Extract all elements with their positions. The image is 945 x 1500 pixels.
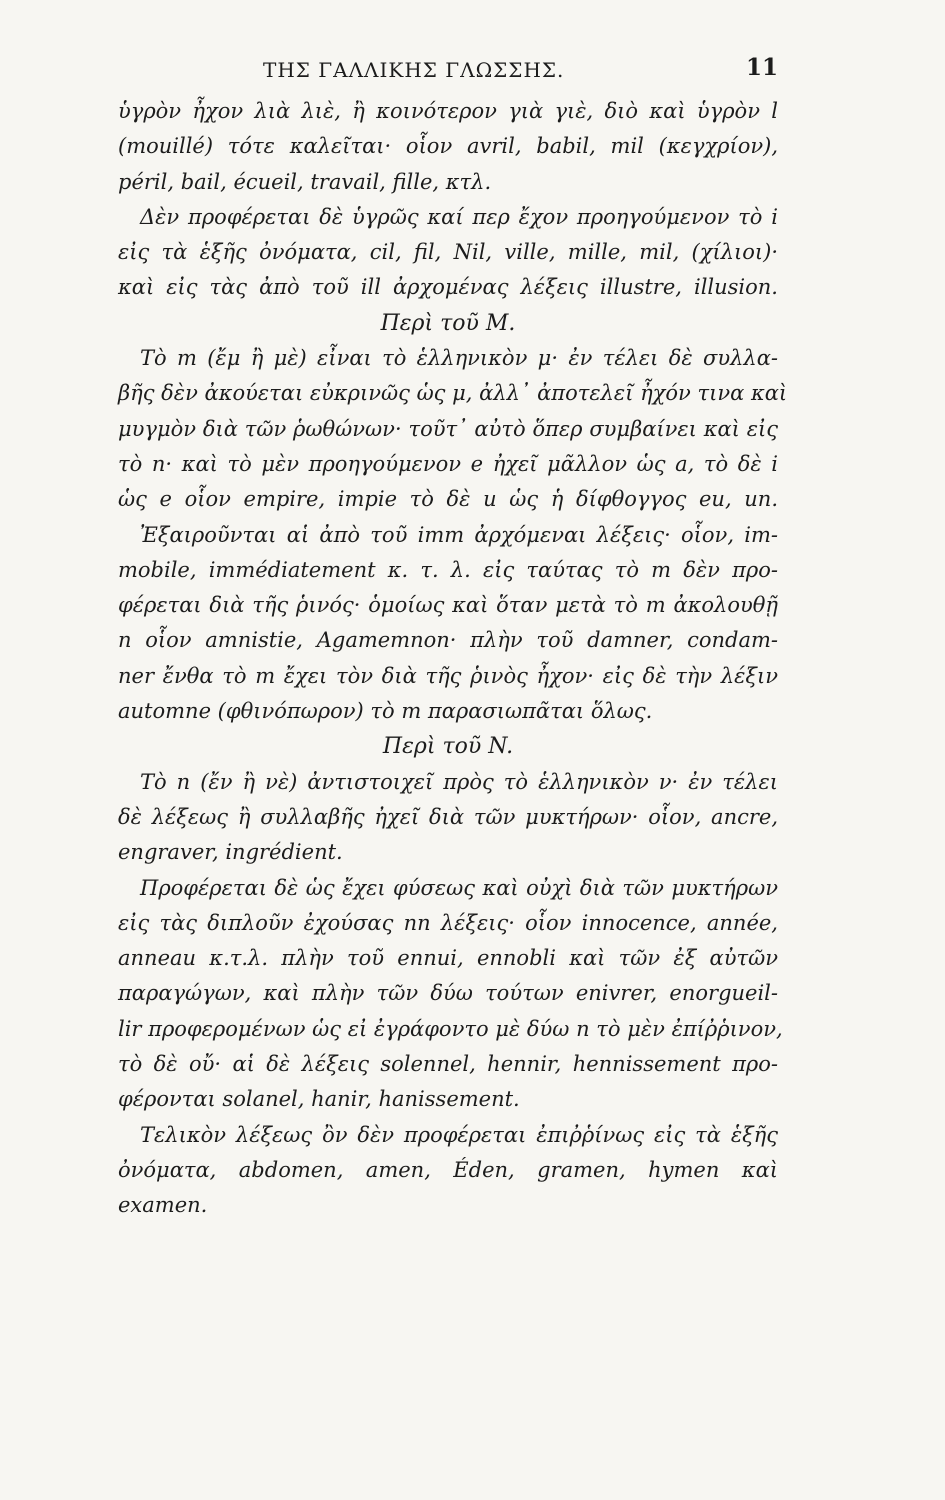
text-line: mobile, immédiatement κ. τ. λ. εἰς ταύτας τὸ m δὲν προ- bbox=[118, 557, 778, 582]
text-line: (mouillé) τότε καλεῖται· οἷον avril, babil, mil (κεγχρίον), bbox=[118, 134, 778, 159]
page-header bbox=[118, 54, 778, 92]
text-line: φέρονται solanel, hanir, hanissement. bbox=[118, 1087, 520, 1112]
text-line: δὲ λέξεως ἢ συλλαβῆς ἠχεῖ διὰ τῶν μυκτήρων· οἷον, ancre, bbox=[118, 804, 778, 829]
text-line: καὶ εἰς τὰς ἀπὸ τοῦ ill ἀρχομένας λέξεις illustre, illusion. bbox=[118, 275, 778, 300]
text-line: τὸ δὲ οὔ· αἱ δὲ λέξεις solennel, hennir, hennissement προ- bbox=[118, 1052, 778, 1077]
text-line: τὸ n· καὶ τὸ μὲν προηγούμενον e ἠχεῖ μᾶλλον ὡς a, τὸ δὲ i bbox=[118, 451, 778, 476]
text-line: Προφέρεται δὲ ὡς ἔχει φύσεως καὶ οὐχὶ διὰ τῶν μυκτήρων bbox=[140, 875, 778, 900]
text-line: péril, bail, écueil, travail, fille, κτλ. bbox=[118, 169, 492, 194]
text-line: ὑγρὸν ἦχον λιὰ λιὲ, ἢ κοινότερον γιὰ γιὲ, διὸ καὶ ὑγρὸν l bbox=[118, 99, 778, 123]
text-line: βῆς δὲν ἀκούεται εὐκρινῶς ὡς μ, ἀλλ᾽ ἀποτελεῖ ἦχόν τινα καὶ bbox=[118, 381, 788, 406]
page-body bbox=[118, 94, 788, 1224]
text-line: παραγώγων, καὶ πλὴν τῶν δύω τούτων enivrer, enorgueil- bbox=[118, 981, 778, 1006]
section-heading-m: Περὶ τοῦ M. bbox=[380, 310, 516, 336]
text-line: εἰς τὰς διπλοῦν ἐχούσας nn λέξεις· οἷον innocence, année, bbox=[118, 910, 778, 935]
text-line: anneau κ.τ.λ. πλὴν τοῦ ennui, ennobli καὶ τῶν ἐξ αὐτῶν bbox=[118, 946, 778, 971]
text-line: Τὸ m (ἔμ ἢ μὲ) εἶναι τὸ ἑλληνικὸν μ· ἐν τέλει δὲ συλλα- bbox=[140, 346, 778, 371]
text-line: ὡς e οἷον empire, impie τὸ δὲ u ὡς ἡ δίφθογγος eu, un. bbox=[118, 487, 778, 512]
running-title: ΤΗΣ ΓΑΛΛΙΚΗΣ ΓΛΩΣΣΗΣ. bbox=[263, 58, 565, 82]
text-line: Δὲν προφέρεται δὲ ὑγρῶς καί περ ἔχον προηγούμενον τὸ i bbox=[140, 204, 778, 229]
text-line: ὀνόματα, abdomen, amen, Éden, gramen, hymen καὶ bbox=[118, 1157, 778, 1182]
text-line: ner ἔνθα τὸ m ἔχει τὸν διὰ τῆς ῥινὸς ἦχον· εἰς δὲ τὴν λέξιν bbox=[118, 663, 778, 688]
page-number: 11 bbox=[745, 54, 778, 81]
text-line: engraver, ingrédient. bbox=[118, 840, 343, 865]
text-line: n οἷον amnistie, Agamemnon· πλὴν τοῦ damner, condam- bbox=[118, 628, 778, 653]
text-line: Ἐξαιροῦνται αἱ ἀπὸ τοῦ imm ἀρχόμεναι λέξεις· οἷον, im- bbox=[140, 522, 778, 547]
text-line: Τελικὸν λέξεως ὂν δὲν προφέρεται ἐπιῤῥίνως εἰς τὰ ἑξῆς bbox=[140, 1122, 778, 1147]
text-line: εἰς τὰ ἑξῆς ὀνόματα, cil, fil, Nil, ville, mille, mil, (χίλιοι)· bbox=[118, 240, 778, 265]
text-line: μυγμὸν διὰ τῶν ῥωθώνων· τοῦτ᾽ αὐτὸ ὅπερ συμβαίνει καὶ εἰς bbox=[118, 416, 778, 441]
text-line: examen. bbox=[118, 1193, 208, 1218]
text-line: lir προφερομένων ὡς εἰ ἐγράφοντο μὲ δύω n τὸ μὲν ἐπίῤῥινον, bbox=[118, 1016, 783, 1041]
text-line: φέρεται διὰ τῆς ῥινός· ὁμοίως καὶ ὅταν μετὰ τὸ m ἀκολουθῇ bbox=[118, 593, 778, 618]
text-line: automne (φθινόπωρον) τὸ m παρασιωπᾶται ὅλως. bbox=[118, 699, 653, 724]
text-line: Τὸ n (ἔν ἢ νὲ) ἀντιστοιχεῖ πρὸς τὸ ἑλληνικὸν ν· ἐν τέλει bbox=[140, 769, 778, 794]
section-heading-n: Περὶ τοῦ N. bbox=[382, 734, 514, 760]
